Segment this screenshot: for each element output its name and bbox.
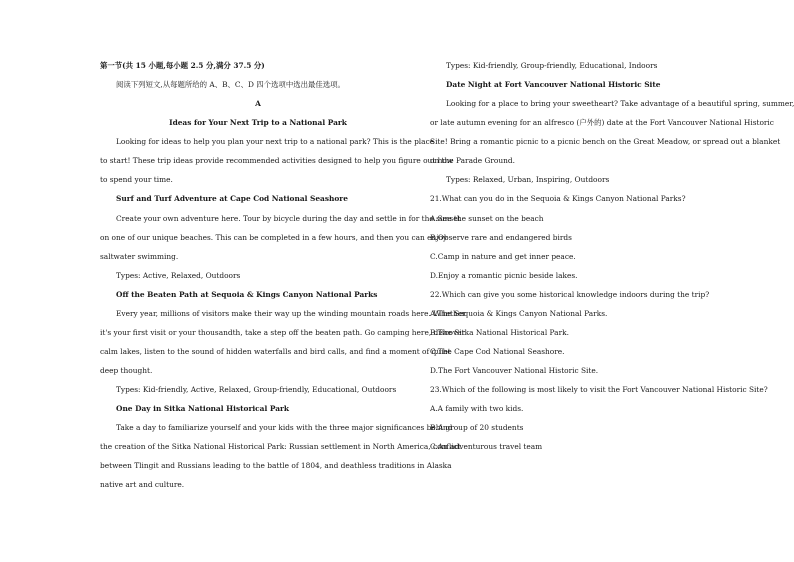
question-22: 22.Which can give you some historical knowledge indoors during the trip? xyxy=(430,289,710,299)
option: A.A family with two kids. xyxy=(430,404,524,414)
option: B.Observe rare and endangered birds xyxy=(430,232,572,242)
instruction: 阅读下列短文,从每题所给的 A、B、C、D 四个选项中选出最佳选项。 xyxy=(116,80,345,90)
body-line: calm lakes, listen to the sound of hidden waterfalls and bird calls, and find a moment of quiet xyxy=(100,346,451,356)
question-23: 23.Which of the following is most likely to visit the Fort Vancouver National Historic Site? xyxy=(430,385,768,395)
body-line: or late autumn evening for an alfresco (户外的) date at the Fort Vancouver National Historic xyxy=(430,118,774,128)
passage-label: A xyxy=(255,99,261,109)
body-line: Every year, millions of visitors make their way up the winding mountain roads here. Whether xyxy=(116,308,466,318)
body-line: native art and culture. xyxy=(100,480,185,490)
option: C.Camp in nature and get inner peace. xyxy=(430,251,576,261)
body-line: Create your own adventure here. Tour by bicycle during the day and settle in for the sunset xyxy=(116,213,461,223)
body-line: Take a day to familiarize yourself and your kids with the three major significances behind xyxy=(116,423,453,433)
section-title-sequoia: Off the Beaten Path at Sequoia & Kings Canyon National Parks xyxy=(116,289,378,299)
option: D.The Fort Vancouver National Historic Site. xyxy=(430,366,599,375)
body-line: on the Parade Ground. xyxy=(430,156,515,166)
option: A.The Sequoia & Kings Canyon National Parks. xyxy=(430,308,608,318)
body-line: Looking for a place to bring your sweetheart? Take advantage of a beautiful spring, summer, xyxy=(446,99,794,109)
body-line: saltwater swimming. xyxy=(100,251,179,261)
intro-line: Looking for ideas to help you plan your next trip to a national park? This is the place xyxy=(116,137,435,147)
intro-line: to spend your time. xyxy=(100,175,173,185)
body-line: the creation of the Sitka National Historical Park: Russian settlement in North America, conflict xyxy=(100,442,461,452)
section-title-fort-vancouver: Date Night at Fort Vancouver National Historic Site xyxy=(446,80,661,90)
option: B.A group of 20 students xyxy=(430,423,524,433)
body-line: deep thought. xyxy=(100,366,153,375)
intro-line: to start! These trip ideas provide recommended activities designed to help you figure out how xyxy=(100,156,454,166)
section-title-sitka: One Day in Sitka National Historical Park xyxy=(116,404,290,414)
body-line: on one of our unique beaches. This can be completed in a few hours, and then you can enjoy xyxy=(100,232,448,242)
types-line: Types: Kid-friendly, Active, Relaxed, Group-friendly, Educational, Outdoors xyxy=(116,385,397,395)
question-21: 21.What can you do in the Sequoia & Kings Canyon National Parks? xyxy=(430,194,686,204)
body-line: it's your first visit or your thousandth, take a step off the beaten path. Go camping here, discover xyxy=(100,327,466,337)
passage-title: Ideas for Your Next Trip to a National Park xyxy=(169,118,347,128)
types-line: Types: Relaxed, Urban, Inspiring, Outdoors xyxy=(446,175,610,185)
option: C.An adventurous travel team xyxy=(430,442,543,452)
body-line: between Tlingit and Russians leading to the battle of 1804, and deathless traditions in Alaska xyxy=(100,461,452,471)
right-column xyxy=(430,61,794,452)
body-line: Site! Bring a romantic picnic to a picnic bench on the Great Meadow, or spread out a blanket xyxy=(430,137,781,147)
option: B.The Sitka National Historical Park. xyxy=(430,327,569,337)
types-line: Types: Kid-friendly, Group-friendly, Educational, Indoors xyxy=(446,61,658,70)
option: A.See the sunset on the beach xyxy=(430,213,544,223)
section-title-cape-cod: Surf and Turf Adventure at Cape Cod National Seashore xyxy=(116,194,348,204)
left-column xyxy=(100,61,466,490)
option: C.The Cape Cod National Seashore. xyxy=(430,346,565,356)
option: D.Enjoy a romantic picnic beside lakes. xyxy=(430,270,578,280)
section-heading: 第一节(共 15 小题,每小题 2.5 分,满分 37.5 分) xyxy=(100,61,265,70)
types-line: Types: Active, Relaxed, Outdoors xyxy=(116,270,241,280)
